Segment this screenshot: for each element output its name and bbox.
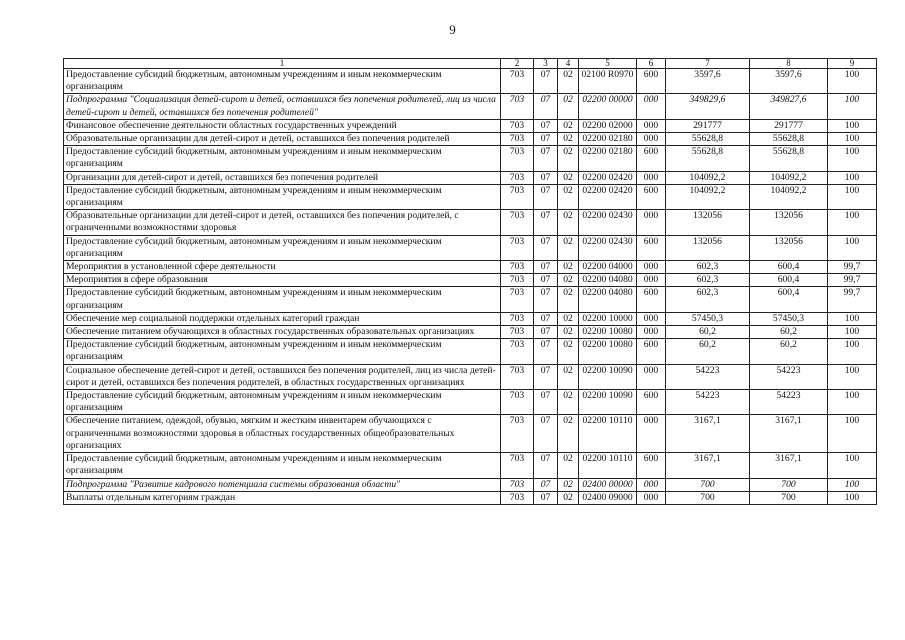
row-code-2: 703 (501, 415, 534, 453)
row-actual: 54223 (750, 390, 828, 415)
row-name: Подпрограмма "Развитие кадрового потенциала системы образования области" (64, 478, 501, 491)
row-planned: 55628,8 (666, 133, 750, 146)
row-target-code: 02200 02000 (579, 119, 637, 132)
column-number-6: 6 (637, 59, 666, 69)
row-expense-type: 000 (637, 326, 666, 339)
row-name: Финансовое обеспечение деятельности областных государственных учреждений (64, 119, 501, 132)
column-number-1: 1 (64, 59, 501, 69)
row-planned: 3167,1 (666, 415, 750, 453)
row-name: Образовательные организации для детей-сирот и детей, оставшихся без попечения родителей (64, 133, 501, 146)
row-actual: 3167,1 (750, 415, 828, 453)
row-planned: 700 (666, 478, 750, 491)
row-expense-type: 000 (637, 210, 666, 235)
row-planned: 104092,2 (666, 184, 750, 209)
row-actual: 700 (750, 478, 828, 491)
row-code-3: 07 (534, 478, 558, 491)
row-code-4: 02 (558, 184, 579, 209)
row-code-2: 703 (501, 119, 534, 132)
table-row (64, 235, 877, 260)
row-planned: 60,2 (666, 339, 750, 364)
row-name: Мероприятия в сфере образования (64, 274, 501, 287)
column-number-3: 3 (534, 59, 558, 69)
row-code-4: 02 (558, 339, 579, 364)
row-actual: 291777 (750, 119, 828, 132)
row-actual: 60,2 (750, 326, 828, 339)
row-percent: 100 (828, 235, 877, 260)
row-percent: 100 (828, 69, 877, 94)
row-actual: 132056 (750, 235, 828, 260)
row-target-code: 02200 10080 (579, 339, 637, 364)
table-row (64, 274, 877, 287)
row-name: Мероприятия в установленной сфере деятельности (64, 261, 501, 274)
table-row (64, 326, 877, 339)
row-planned: 55628,8 (666, 146, 750, 171)
row-name: Выплаты отдельным категориям граждан (64, 491, 501, 504)
row-code-4: 02 (558, 119, 579, 132)
row-planned: 104092,2 (666, 171, 750, 184)
row-code-4: 02 (558, 491, 579, 504)
row-target-code: 02200 10110 (579, 453, 637, 478)
row-target-code: 02200 10000 (579, 312, 637, 325)
row-code-2: 703 (501, 261, 534, 274)
row-percent: 100 (828, 146, 877, 171)
row-actual: 54223 (750, 364, 828, 389)
row-expense-type: 600 (637, 453, 666, 478)
row-code-4: 02 (558, 287, 579, 312)
row-target-code: 02200 04000 (579, 261, 637, 274)
row-expense-type: 000 (637, 312, 666, 325)
table-body (64, 69, 877, 505)
row-target-code: 02200 10090 (579, 364, 637, 389)
row-code-4: 02 (558, 312, 579, 325)
row-code-3: 07 (534, 453, 558, 478)
row-code-4: 02 (558, 210, 579, 235)
row-expense-type: 000 (637, 478, 666, 491)
row-code-4: 02 (558, 453, 579, 478)
row-name: Социальное обеспечение детей-сирот и детей, оставшихся без попечения родителей, лиц из числа детей-сирот и детей, оставшихся без попечения родителей, в областных государственных организациях (64, 364, 501, 389)
row-planned: 60,2 (666, 326, 750, 339)
table-row (64, 453, 877, 478)
budget-table (63, 58, 877, 505)
row-expense-type: 000 (637, 261, 666, 274)
row-code-4: 02 (558, 478, 579, 491)
row-name: Предоставление субсидий бюджетным, автономным учреждениям и иным некоммерческим организациям (64, 235, 501, 260)
row-percent: 100 (828, 94, 877, 119)
row-name: Предоставление субсидий бюджетным, автономным учреждениям и иным некоммерческим организациям (64, 390, 501, 415)
row-code-3: 07 (534, 491, 558, 504)
row-code-2: 703 (501, 210, 534, 235)
row-code-2: 703 (501, 274, 534, 287)
table-row (64, 171, 877, 184)
row-planned: 132056 (666, 210, 750, 235)
row-code-3: 07 (534, 146, 558, 171)
row-code-3: 07 (534, 312, 558, 325)
row-code-4: 02 (558, 94, 579, 119)
row-percent: 99,7 (828, 287, 877, 312)
row-code-3: 07 (534, 94, 558, 119)
row-expense-type: 600 (637, 390, 666, 415)
row-target-code: 02200 02420 (579, 171, 637, 184)
table-row (64, 119, 877, 132)
row-code-3: 07 (534, 415, 558, 453)
row-name: Организации для детей-сирот и детей, оставшихся без попечения родителей (64, 171, 501, 184)
row-planned: 3167,1 (666, 453, 750, 478)
row-code-4: 02 (558, 326, 579, 339)
row-code-2: 703 (501, 133, 534, 146)
table-row (64, 261, 877, 274)
table-row (64, 133, 877, 146)
column-number-5: 5 (579, 59, 637, 69)
row-target-code: 02400 09000 (579, 491, 637, 504)
row-expense-type: 600 (637, 235, 666, 260)
row-name: Предоставление субсидий бюджетным, автономным учреждениям и иным некоммерческим организациям (64, 69, 501, 94)
row-expense-type: 000 (637, 415, 666, 453)
row-code-3: 07 (534, 287, 558, 312)
row-name: Предоставление субсидий бюджетным, автономным учреждениям и иным некоммерческим организациям (64, 453, 501, 478)
row-code-4: 02 (558, 364, 579, 389)
row-name: Обеспечение мер социальной поддержки отдельных категорий граждан (64, 312, 501, 325)
row-code-4: 02 (558, 390, 579, 415)
row-planned: 291777 (666, 119, 750, 132)
row-actual: 600,4 (750, 261, 828, 274)
table-row (64, 312, 877, 325)
row-code-4: 02 (558, 235, 579, 260)
row-expense-type: 600 (637, 287, 666, 312)
row-code-3: 07 (534, 235, 558, 260)
row-name: Предоставление субсидий бюджетным, автономным учреждениям и иным некоммерческим организациям (64, 287, 501, 312)
row-code-2: 703 (501, 453, 534, 478)
row-actual: 104092,2 (750, 184, 828, 209)
row-planned: 349829,6 (666, 94, 750, 119)
column-number-2: 2 (501, 59, 534, 69)
row-code-2: 703 (501, 491, 534, 504)
table-row (64, 146, 877, 171)
row-expense-type: 000 (637, 364, 666, 389)
row-planned: 3597,6 (666, 69, 750, 94)
row-code-3: 07 (534, 339, 558, 364)
row-expense-type: 600 (637, 146, 666, 171)
row-actual: 55628,8 (750, 133, 828, 146)
row-code-4: 02 (558, 146, 579, 171)
row-actual: 600,4 (750, 287, 828, 312)
table-row (64, 491, 877, 504)
table-row (64, 339, 877, 364)
row-planned: 54223 (666, 390, 750, 415)
row-code-3: 07 (534, 133, 558, 146)
table-row (64, 69, 877, 94)
row-percent: 100 (828, 415, 877, 453)
table-row (64, 415, 877, 453)
row-code-2: 703 (501, 478, 534, 491)
row-percent: 100 (828, 312, 877, 325)
column-number-row (64, 59, 877, 69)
column-number-4: 4 (558, 59, 579, 69)
row-percent: 100 (828, 390, 877, 415)
table-row (64, 478, 877, 491)
row-actual: 57450,3 (750, 312, 828, 325)
row-percent: 100 (828, 210, 877, 235)
table-row (64, 287, 877, 312)
row-expense-type: 000 (637, 171, 666, 184)
row-code-4: 02 (558, 69, 579, 94)
row-percent: 100 (828, 133, 877, 146)
row-name: Обеспечение питанием, одеждой, обувью, мягким и жестким инвентарем обучающихся с ограниченными возможностями здоровья в областных государственных общеобразовательных организациях (64, 415, 501, 453)
row-target-code: 02200 00000 (579, 94, 637, 119)
row-expense-type: 000 (637, 133, 666, 146)
row-percent: 100 (828, 453, 877, 478)
row-code-2: 703 (501, 326, 534, 339)
row-code-3: 07 (534, 69, 558, 94)
row-actual: 349827,6 (750, 94, 828, 119)
row-target-code: 02200 10080 (579, 326, 637, 339)
row-target-code: 02200 02180 (579, 146, 637, 171)
row-code-4: 02 (558, 261, 579, 274)
row-code-2: 703 (501, 312, 534, 325)
row-code-3: 07 (534, 184, 558, 209)
row-actual: 132056 (750, 210, 828, 235)
row-target-code: 02200 02180 (579, 133, 637, 146)
row-expense-type: 000 (637, 94, 666, 119)
row-planned: 602,3 (666, 261, 750, 274)
row-code-4: 02 (558, 274, 579, 287)
row-code-2: 703 (501, 364, 534, 389)
table-row (64, 390, 877, 415)
row-code-3: 07 (534, 119, 558, 132)
row-percent: 100 (828, 326, 877, 339)
row-actual: 600,4 (750, 274, 828, 287)
row-percent: 100 (828, 184, 877, 209)
row-expense-type: 600 (637, 69, 666, 94)
row-name: Предоставление субсидий бюджетным, автономным учреждениям и иным некоммерческим организациям (64, 339, 501, 364)
row-code-2: 703 (501, 94, 534, 119)
table-row (64, 184, 877, 209)
row-code-4: 02 (558, 171, 579, 184)
row-target-code: 02400 00000 (579, 478, 637, 491)
row-expense-type: 600 (637, 184, 666, 209)
page-number: 9 (449, 22, 456, 37)
row-target-code: 02200 10090 (579, 390, 637, 415)
row-target-code: 02200 04080 (579, 287, 637, 312)
row-name: Предоставление субсидий бюджетным, автономным учреждениям и иным некоммерческим организациям (64, 146, 501, 171)
row-percent: 100 (828, 364, 877, 389)
row-code-3: 07 (534, 171, 558, 184)
row-expense-type: 000 (637, 491, 666, 504)
row-target-code: 02200 10110 (579, 415, 637, 453)
row-code-2: 703 (501, 339, 534, 364)
row-percent: 100 (828, 478, 877, 491)
column-number-9: 9 (828, 59, 877, 69)
row-code-2: 703 (501, 287, 534, 312)
row-percent: 100 (828, 171, 877, 184)
row-expense-type: 000 (637, 119, 666, 132)
row-percent: 100 (828, 339, 877, 364)
row-planned: 132056 (666, 235, 750, 260)
row-planned: 54223 (666, 364, 750, 389)
row-actual: 60,2 (750, 339, 828, 364)
row-target-code: 02200 04080 (579, 274, 637, 287)
row-code-3: 07 (534, 326, 558, 339)
row-name: Подпрограмма "Социализация детей-сирот и детей, оставшихся без попечения родителей, лиц из числа детей-сирот и детей, оставшихся без попечения родителей" (64, 94, 501, 119)
row-actual: 3597,6 (750, 69, 828, 94)
row-actual: 104092,2 (750, 171, 828, 184)
row-planned: 602,3 (666, 274, 750, 287)
row-code-4: 02 (558, 133, 579, 146)
row-target-code: 02200 02420 (579, 184, 637, 209)
row-target-code: 02100 R0970 (579, 69, 637, 94)
row-code-2: 703 (501, 171, 534, 184)
row-name: Предоставление субсидий бюджетным, автономным учреждениям и иным некоммерческим организациям (64, 184, 501, 209)
row-code-2: 703 (501, 235, 534, 260)
row-code-3: 07 (534, 261, 558, 274)
row-expense-type: 000 (637, 274, 666, 287)
row-code-3: 07 (534, 390, 558, 415)
row-code-2: 703 (501, 146, 534, 171)
row-name: Образовательные организации для детей-сирот и детей, оставшихся без попечения родителей, с ограниченными возможностями здоровья (64, 210, 501, 235)
row-code-2: 703 (501, 69, 534, 94)
row-percent: 99,7 (828, 261, 877, 274)
row-percent: 100 (828, 491, 877, 504)
row-code-3: 07 (534, 274, 558, 287)
row-code-2: 703 (501, 184, 534, 209)
row-target-code: 02200 02430 (579, 235, 637, 260)
row-planned: 700 (666, 491, 750, 504)
column-number-8: 8 (750, 59, 828, 69)
row-code-3: 07 (534, 210, 558, 235)
row-planned: 602,3 (666, 287, 750, 312)
row-name: Обеспечение питанием обучающихся в областных государственных образовательных организациях (64, 326, 501, 339)
row-percent: 99,7 (828, 274, 877, 287)
table-row (64, 94, 877, 119)
row-target-code: 02200 02430 (579, 210, 637, 235)
row-percent: 100 (828, 119, 877, 132)
column-number-7: 7 (666, 59, 750, 69)
table-row (64, 364, 877, 389)
row-code-3: 07 (534, 364, 558, 389)
row-actual: 55628,8 (750, 146, 828, 171)
row-actual: 3167,1 (750, 453, 828, 478)
row-code-4: 02 (558, 415, 579, 453)
row-code-2: 703 (501, 390, 534, 415)
row-actual: 700 (750, 491, 828, 504)
row-expense-type: 600 (637, 339, 666, 364)
row-planned: 57450,3 (666, 312, 750, 325)
table-row (64, 210, 877, 235)
